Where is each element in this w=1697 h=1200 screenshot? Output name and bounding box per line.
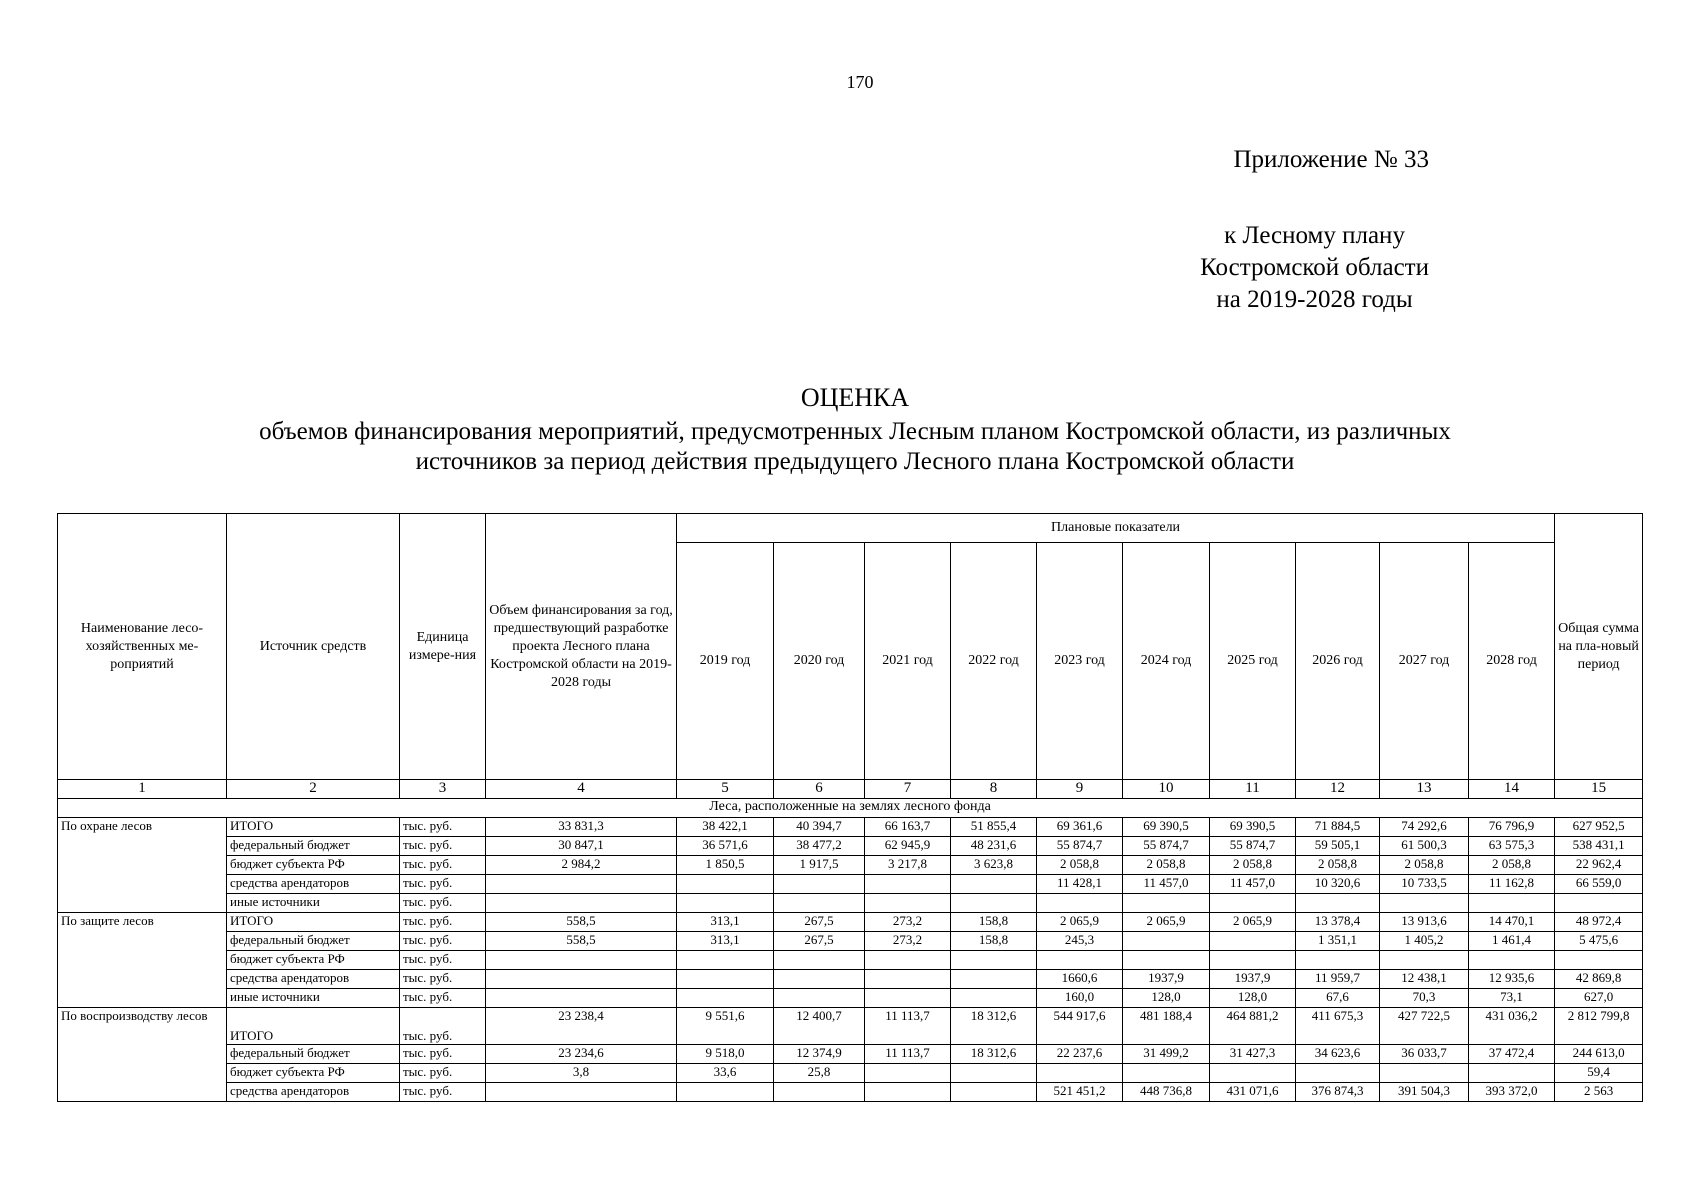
funding-source: федеральный бюджет xyxy=(227,837,400,856)
document-title: ОЦЕНКА xyxy=(800,383,910,412)
value-cell: 376 874,3 xyxy=(1296,1083,1380,1102)
value-cell: 76 796,9 xyxy=(1469,818,1555,837)
value-cell xyxy=(1037,951,1123,970)
value-cell xyxy=(774,951,865,970)
value-cell: 158,8 xyxy=(951,913,1037,932)
column-number: 6 xyxy=(774,780,865,799)
value-cell: 30 847,1 xyxy=(486,837,677,856)
header-unit: Единица измере-ния xyxy=(400,514,486,780)
header-prev-volume: Объем финансирования за год, предшествующий разработке проекта Лесного плана Костромской области на 2019-2028 годы xyxy=(486,514,677,780)
column-number: 1 xyxy=(58,780,227,799)
value-cell: 61 500,3 xyxy=(1380,837,1469,856)
value-cell: 558,5 xyxy=(486,913,677,932)
value-cell: 66 559,0 xyxy=(1555,875,1643,894)
value-cell: 538 431,1 xyxy=(1555,837,1643,856)
value-cell: 3,8 xyxy=(486,1064,677,1083)
header-year: 2020 год xyxy=(774,543,865,780)
header-year: 2019 год xyxy=(677,543,774,780)
value-cell: 69 361,6 xyxy=(1037,818,1123,837)
value-cell: 521 451,2 xyxy=(1037,1083,1123,1102)
value-cell: 13 378,4 xyxy=(1296,913,1380,932)
value-cell xyxy=(1296,1064,1380,1083)
value-cell: 1937,9 xyxy=(1123,970,1210,989)
unit: тыс. руб. xyxy=(400,932,486,951)
value-cell: 3 217,8 xyxy=(865,856,951,875)
value-cell: 33 831,3 xyxy=(486,818,677,837)
value-cell xyxy=(774,970,865,989)
unit: тыс. руб. xyxy=(400,856,486,875)
value-cell xyxy=(486,989,677,1008)
value-cell: 267,5 xyxy=(774,932,865,951)
value-cell: 63 575,3 xyxy=(1469,837,1555,856)
value-cell: 391 504,3 xyxy=(1380,1083,1469,1102)
funding-source: ИТОГО xyxy=(227,913,400,932)
activity-name: По воспроизводству лесов xyxy=(58,1008,227,1102)
value-cell: 36 571,6 xyxy=(677,837,774,856)
value-cell xyxy=(677,951,774,970)
column-number-row xyxy=(58,780,1643,799)
column-number: 11 xyxy=(1210,780,1296,799)
value-cell: 59 505,1 xyxy=(1296,837,1380,856)
value-cell: 37 472,4 xyxy=(1469,1045,1555,1064)
value-cell xyxy=(1210,894,1296,913)
value-cell: 33,6 xyxy=(677,1064,774,1083)
value-cell xyxy=(677,894,774,913)
value-cell: 70,3 xyxy=(1380,989,1469,1008)
value-cell: 9 518,0 xyxy=(677,1045,774,1064)
value-cell: 544 917,6 xyxy=(1037,1008,1123,1045)
value-cell: 5 475,6 xyxy=(1555,932,1643,951)
value-cell xyxy=(1469,951,1555,970)
value-cell: 34 623,6 xyxy=(1296,1045,1380,1064)
value-cell: 74 292,6 xyxy=(1380,818,1469,837)
value-cell: 427 722,5 xyxy=(1380,1008,1469,1045)
appendix-title: Приложение № 33 xyxy=(1233,146,1429,173)
value-cell xyxy=(774,894,865,913)
appendix-line: Костромской области xyxy=(1200,254,1429,281)
funding-source: федеральный бюджет xyxy=(227,932,400,951)
funding-source: бюджет субъекта РФ xyxy=(227,951,400,970)
value-cell xyxy=(1037,1064,1123,1083)
activity-name: По защите лесов xyxy=(58,913,227,1008)
value-cell: 71 884,5 xyxy=(1296,818,1380,837)
value-cell: 62 945,9 xyxy=(865,837,951,856)
value-cell: 1 351,1 xyxy=(1296,932,1380,951)
value-cell: 59,4 xyxy=(1555,1064,1643,1083)
value-cell xyxy=(1380,951,1469,970)
value-cell: 627,0 xyxy=(1555,989,1643,1008)
value-cell: 158,8 xyxy=(951,932,1037,951)
value-cell xyxy=(865,1083,951,1102)
unit: тыс. руб. xyxy=(400,1008,486,1045)
unit: тыс. руб. xyxy=(400,1064,486,1083)
value-cell: 48 972,4 xyxy=(1555,913,1643,932)
value-cell: 1 917,5 xyxy=(774,856,865,875)
value-cell xyxy=(865,970,951,989)
funding-source: средства арендаторов xyxy=(227,970,400,989)
value-cell xyxy=(951,989,1037,1008)
value-cell: 31 499,2 xyxy=(1123,1045,1210,1064)
value-cell: 38 422,1 xyxy=(677,818,774,837)
unit: тыс. руб. xyxy=(400,894,486,913)
value-cell xyxy=(677,970,774,989)
financing-table xyxy=(57,513,1643,1102)
column-number: 15 xyxy=(1555,780,1643,799)
value-cell: 9 551,6 xyxy=(677,1008,774,1045)
value-cell: 69 390,5 xyxy=(1210,818,1296,837)
column-number: 13 xyxy=(1380,780,1469,799)
column-number: 7 xyxy=(865,780,951,799)
table-row xyxy=(58,913,1643,932)
value-cell: 627 952,5 xyxy=(1555,818,1643,837)
value-cell xyxy=(677,875,774,894)
appendix-subtitle xyxy=(1200,220,1429,316)
value-cell xyxy=(951,1083,1037,1102)
value-cell: 12 935,6 xyxy=(1469,970,1555,989)
value-cell: 2 065,9 xyxy=(1037,913,1123,932)
value-cell xyxy=(865,989,951,1008)
funding-source: ИТОГО xyxy=(227,1008,400,1045)
value-cell xyxy=(774,989,865,1008)
value-cell: 10 733,5 xyxy=(1380,875,1469,894)
appendix-line: к Лесному плану xyxy=(1224,222,1405,249)
table-row xyxy=(58,837,1643,856)
value-cell: 67,6 xyxy=(1296,989,1380,1008)
value-cell: 160,0 xyxy=(1037,989,1123,1008)
funding-source: средства арендаторов xyxy=(227,875,400,894)
value-cell xyxy=(1210,951,1296,970)
value-cell: 393 372,0 xyxy=(1469,1083,1555,1102)
table-row xyxy=(58,1083,1643,1102)
value-cell: 51 855,4 xyxy=(951,818,1037,837)
value-cell xyxy=(486,1083,677,1102)
value-cell: 23 234,6 xyxy=(486,1045,677,1064)
value-cell: 481 188,4 xyxy=(1123,1008,1210,1045)
value-cell: 2 058,8 xyxy=(1037,856,1123,875)
unit: тыс. руб. xyxy=(400,913,486,932)
value-cell xyxy=(865,1064,951,1083)
value-cell: 66 163,7 xyxy=(865,818,951,837)
table-row xyxy=(58,856,1643,875)
unit: тыс. руб. xyxy=(400,1045,486,1064)
value-cell: 558,5 xyxy=(486,932,677,951)
value-cell: 2 058,8 xyxy=(1210,856,1296,875)
value-cell xyxy=(1123,894,1210,913)
value-cell: 267,5 xyxy=(774,913,865,932)
value-cell xyxy=(951,970,1037,989)
column-number: 5 xyxy=(677,780,774,799)
value-cell: 273,2 xyxy=(865,932,951,951)
value-cell: 1 405,2 xyxy=(1380,932,1469,951)
value-cell: 1937,9 xyxy=(1210,970,1296,989)
value-cell: 22 237,6 xyxy=(1037,1045,1123,1064)
funding-source: ИТОГО xyxy=(227,818,400,837)
header-year: 2028 год xyxy=(1469,543,1555,780)
value-cell xyxy=(1296,951,1380,970)
value-cell: 464 881,2 xyxy=(1210,1008,1296,1045)
value-cell: 31 427,3 xyxy=(1210,1045,1296,1064)
value-cell xyxy=(1037,894,1123,913)
funding-source: федеральный бюджет xyxy=(227,1045,400,1064)
subtitle-line: источников за период действия предыдущего Лесного плана Костромской области xyxy=(415,448,1295,475)
value-cell xyxy=(1555,894,1643,913)
value-cell xyxy=(486,970,677,989)
value-cell xyxy=(486,875,677,894)
value-cell xyxy=(951,875,1037,894)
value-cell: 18 312,6 xyxy=(951,1045,1037,1064)
value-cell: 2 058,8 xyxy=(1469,856,1555,875)
value-cell xyxy=(865,875,951,894)
value-cell: 431 036,2 xyxy=(1469,1008,1555,1045)
value-cell: 11 113,7 xyxy=(865,1008,951,1045)
value-cell: 55 874,7 xyxy=(1210,837,1296,856)
header-year: 2022 год xyxy=(951,543,1037,780)
header-name: Наименование лесо-хозяйственных ме-роприятий xyxy=(58,514,227,780)
table-row xyxy=(58,951,1643,970)
unit: тыс. руб. xyxy=(400,818,486,837)
unit: тыс. руб. xyxy=(400,875,486,894)
value-cell xyxy=(774,1083,865,1102)
value-cell xyxy=(1123,951,1210,970)
value-cell xyxy=(1380,1064,1469,1083)
value-cell: 22 962,4 xyxy=(1555,856,1643,875)
value-cell: 11 162,8 xyxy=(1469,875,1555,894)
subtitle-line: объемов финансирования мероприятий, предусмотренных Лесным планом Костромской области, из различных xyxy=(259,418,1451,445)
column-number: 10 xyxy=(1123,780,1210,799)
value-cell: 273,2 xyxy=(865,913,951,932)
value-cell xyxy=(1123,932,1210,951)
value-cell: 11 457,0 xyxy=(1123,875,1210,894)
value-cell: 448 736,8 xyxy=(1123,1083,1210,1102)
unit: тыс. руб. xyxy=(400,989,486,1008)
value-cell: 42 869,8 xyxy=(1555,970,1643,989)
value-cell: 313,1 xyxy=(677,913,774,932)
value-cell: 2 058,8 xyxy=(1380,856,1469,875)
value-cell: 25,8 xyxy=(774,1064,865,1083)
unit: тыс. руб. xyxy=(400,951,486,970)
table-row xyxy=(58,894,1643,913)
value-cell: 18 312,6 xyxy=(951,1008,1037,1045)
page-number: 170 xyxy=(846,72,874,92)
value-cell: 36 033,7 xyxy=(1380,1045,1469,1064)
value-cell xyxy=(1469,894,1555,913)
table-row xyxy=(58,989,1643,1008)
value-cell: 1 850,5 xyxy=(677,856,774,875)
value-cell: 38 477,2 xyxy=(774,837,865,856)
value-cell: 128,0 xyxy=(1210,989,1296,1008)
value-cell: 48 231,6 xyxy=(951,837,1037,856)
funding-source: иные источники xyxy=(227,894,400,913)
value-cell: 55 874,7 xyxy=(1037,837,1123,856)
value-cell: 2 065,9 xyxy=(1123,913,1210,932)
column-number: 9 xyxy=(1037,780,1123,799)
value-cell: 244 613,0 xyxy=(1555,1045,1643,1064)
header-year: 2021 год xyxy=(865,543,951,780)
value-cell: 12 438,1 xyxy=(1380,970,1469,989)
value-cell xyxy=(1123,1064,1210,1083)
unit: тыс. руб. xyxy=(400,837,486,856)
funding-source: средства арендаторов xyxy=(227,1083,400,1102)
value-cell: 11 113,7 xyxy=(865,1045,951,1064)
column-number: 14 xyxy=(1469,780,1555,799)
value-cell: 14 470,1 xyxy=(1469,913,1555,932)
value-cell: 2 058,8 xyxy=(1123,856,1210,875)
appendix-line: на 2019-2028 годы xyxy=(1216,286,1413,313)
funding-source: бюджет субъекта РФ xyxy=(227,1064,400,1083)
header-planned: Плановые показатели xyxy=(677,514,1555,543)
value-cell xyxy=(865,894,951,913)
column-number: 4 xyxy=(486,780,677,799)
value-cell xyxy=(1469,1064,1555,1083)
value-cell: 2 812 799,8 xyxy=(1555,1008,1643,1045)
column-number: 3 xyxy=(400,780,486,799)
unit: тыс. руб. xyxy=(400,1083,486,1102)
header-total: Общая сумма на пла-новый период xyxy=(1555,514,1643,780)
funding-source: иные источники xyxy=(227,989,400,1008)
value-cell: 11 457,0 xyxy=(1210,875,1296,894)
column-number: 8 xyxy=(951,780,1037,799)
value-cell xyxy=(1380,894,1469,913)
value-cell: 411 675,3 xyxy=(1296,1008,1380,1045)
header-year: 2025 год xyxy=(1210,543,1296,780)
value-cell xyxy=(951,951,1037,970)
header-year: 2027 год xyxy=(1380,543,1469,780)
value-cell: 431 071,6 xyxy=(1210,1083,1296,1102)
value-cell: 12 400,7 xyxy=(774,1008,865,1045)
header-year: 2024 год xyxy=(1123,543,1210,780)
section-label: Леса, расположенные на землях лесного фонда xyxy=(58,799,1643,818)
value-cell xyxy=(865,951,951,970)
value-cell xyxy=(677,989,774,1008)
table-row xyxy=(58,818,1643,837)
value-cell: 40 394,7 xyxy=(774,818,865,837)
value-cell xyxy=(951,1064,1037,1083)
value-cell: 13 913,6 xyxy=(1380,913,1469,932)
value-cell xyxy=(951,894,1037,913)
header-year: 2023 год xyxy=(1037,543,1123,780)
header-year: 2026 год xyxy=(1296,543,1380,780)
value-cell: 10 320,6 xyxy=(1296,875,1380,894)
unit: тыс. руб. xyxy=(400,970,486,989)
value-cell xyxy=(1555,951,1643,970)
table-row xyxy=(58,875,1643,894)
value-cell: 11 428,1 xyxy=(1037,875,1123,894)
column-number: 12 xyxy=(1296,780,1380,799)
value-cell: 73,1 xyxy=(1469,989,1555,1008)
value-cell xyxy=(1210,932,1296,951)
table-row xyxy=(58,1064,1643,1083)
value-cell xyxy=(1296,894,1380,913)
value-cell: 23 238,4 xyxy=(486,1008,677,1045)
value-cell: 1 461,4 xyxy=(1469,932,1555,951)
value-cell: 128,0 xyxy=(1123,989,1210,1008)
activity-name: По охране лесов xyxy=(58,818,227,913)
value-cell xyxy=(677,1083,774,1102)
value-cell: 1660,6 xyxy=(1037,970,1123,989)
value-cell xyxy=(486,951,677,970)
value-cell xyxy=(1210,1064,1296,1083)
value-cell: 69 390,5 xyxy=(1123,818,1210,837)
header-source: Источник средств xyxy=(227,514,400,780)
table-row xyxy=(58,970,1643,989)
column-number: 2 xyxy=(227,780,400,799)
value-cell: 313,1 xyxy=(677,932,774,951)
value-cell xyxy=(486,894,677,913)
table-row xyxy=(58,1045,1643,1064)
value-cell: 12 374,9 xyxy=(774,1045,865,1064)
value-cell: 2 984,2 xyxy=(486,856,677,875)
value-cell: 2 065,9 xyxy=(1210,913,1296,932)
value-cell: 2 563 xyxy=(1555,1083,1643,1102)
value-cell: 2 058,8 xyxy=(1296,856,1380,875)
value-cell: 3 623,8 xyxy=(951,856,1037,875)
funding-source: бюджет субъекта РФ xyxy=(227,856,400,875)
document-subtitle xyxy=(130,417,1580,477)
table-row xyxy=(58,932,1643,951)
value-cell xyxy=(774,875,865,894)
table-row xyxy=(58,1008,1643,1045)
value-cell: 11 959,7 xyxy=(1296,970,1380,989)
value-cell: 245,3 xyxy=(1037,932,1123,951)
value-cell: 55 874,7 xyxy=(1123,837,1210,856)
